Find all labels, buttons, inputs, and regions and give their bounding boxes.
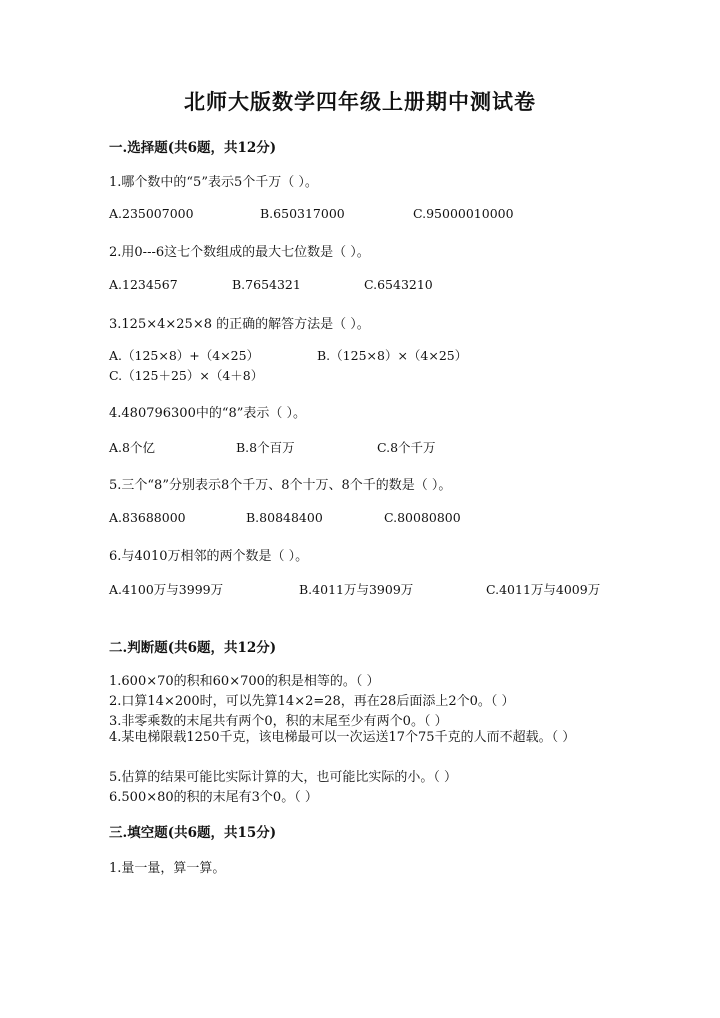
section-heading-fill-in: 三.填空题(共6题，共15分) [109, 825, 277, 841]
q6-option-a: A.4100万与3999万 [109, 582, 224, 597]
q3-option-a: A.（125×8）+（4×25） [109, 348, 260, 363]
question-2: 2.用0---6这七个数组成的最大七位数是（ ）。 [109, 245, 370, 260]
tf-item-6: 6.500×80的积的末尾有3个0。（ ） [109, 790, 318, 805]
q3-options [109, 346, 614, 386]
q4-option-c: C.8个千万 [377, 440, 436, 455]
q3-option-c: C.（125＋25）×（4＋8） [109, 368, 264, 383]
question-1: 1.哪个数中的“5”表示5个千万（ ）。 [109, 175, 318, 190]
question-3: 3.125×4×25×8 的正确的解答方法是（ ）。 [109, 317, 370, 332]
fill-question-1: 1.量一量，算一算。 [109, 861, 226, 876]
q3-option-b: B.（125×8）×（4×25） [317, 348, 468, 363]
q1-option-c: C.95000010000 [413, 206, 514, 221]
q5-option-b: B.80848400 [246, 510, 323, 525]
q1-option-b: B.650317000 [260, 206, 345, 221]
tf-item-3: 3.非零乘数的末尾共有两个0，积的末尾至少有两个0。（ ） [109, 714, 448, 729]
q2-option-a: A.1234567 [109, 277, 178, 292]
exam-title: 北师大版数学四年级上册期中测试卷 [184, 89, 536, 114]
q6-option-c: C.4011万与4009万 [486, 582, 601, 597]
question-5: 5.三个“8”分别表示8个千万、8个十万、8个千的数是（ ）。 [109, 478, 452, 493]
section-heading-true-false: 二.判断题(共6题，共12分) [109, 640, 277, 656]
tf-item-4: 4.某电梯限载1250千克，该电梯最可以一次运送17个75千克的人而不超载。（ ） [109, 730, 576, 745]
tf-item-1: 1.600×70的积和60×700的积是相等的。（ ） [109, 674, 380, 689]
q2-option-c: C.6543210 [364, 277, 433, 292]
q5-option-a: A.83688000 [109, 510, 186, 525]
question-4: 4.480796300中的“8”表示（ ）。 [109, 406, 307, 421]
tf-item-2: 2.口算14×200时，可以先算14×2=28，再在28后面添上2个0。（ ） [109, 694, 515, 709]
question-6: 6.与4010万相邻的两个数是（ ）。 [109, 549, 309, 564]
q6-option-b: B.4011万与3909万 [299, 582, 414, 597]
q4-option-b: B.8个百万 [236, 440, 295, 455]
q6-options [109, 580, 614, 600]
q2-option-b: B.7654321 [232, 277, 301, 292]
q4-option-a: A.8个亿 [109, 440, 155, 455]
tf-item-5: 5.估算的结果可能比实际计算的大，也可能比实际的小。（ ） [109, 770, 458, 785]
q5-option-c: C.80080800 [384, 510, 461, 525]
section-heading-choice: 一.选择题(共6题，共12分) [109, 140, 277, 156]
q1-option-a: A.235007000 [109, 206, 194, 221]
